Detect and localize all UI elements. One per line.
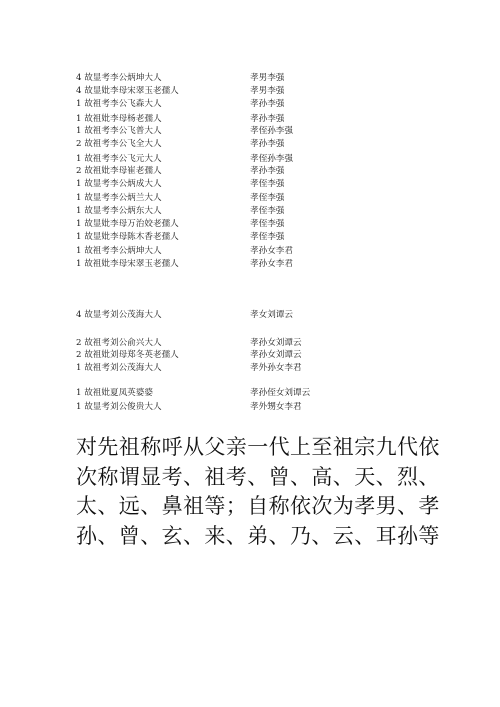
table-row (0, 153, 500, 165)
table-row (0, 125, 500, 137)
table-row (0, 349, 500, 361)
paragraph-line: 次称谓显考、祖考、曾、高、天、烈、 (76, 464, 440, 489)
descendant-name: 孝侄李强 (250, 193, 285, 203)
table-row (0, 138, 500, 150)
table-row (0, 178, 500, 190)
table-row (0, 245, 500, 257)
deceased-name: 1 故祖考李公飞普大人 (76, 126, 162, 136)
descendant-name: 孝侄李强 (250, 219, 285, 229)
explanation-paragraph (76, 433, 440, 551)
descendant-name: 孝孙女刘谭云 (250, 350, 302, 360)
paragraph-line: 孙、曾、玄、来、弟、乃、云、耳孙等 (76, 523, 440, 548)
deceased-name: 1 故显妣李母万治姣老孺人 (76, 219, 179, 229)
deceased-name: 1 故显考刘公俊贵大人 (76, 402, 162, 412)
descendant-name: 孝侄李强 (250, 179, 285, 189)
descendant-name: 孝女刘谭云 (250, 310, 293, 320)
table-row (0, 231, 500, 243)
descendant-name: 孝侄孙李强 (250, 126, 293, 136)
descendant-name: 孝外甥女李君 (250, 402, 302, 412)
descendant-name: 孝孙侄女刘谭云 (250, 388, 311, 398)
deceased-name: 1 故祖考刘公茂海大人 (76, 363, 162, 373)
table-row (0, 72, 500, 84)
descendant-name: 孝孙李强 (250, 139, 285, 149)
descendant-name: 孝侄李强 (250, 232, 285, 242)
deceased-name: 4 故显考刘公茂海大人 (76, 310, 162, 320)
deceased-name: 2 故祖考刘公俞兴大人 (76, 338, 162, 348)
deceased-name: 1 故显考李公炳成大人 (76, 179, 162, 189)
deceased-name: 1 故显考李公炳东大人 (76, 206, 162, 216)
paragraph-line: 对先祖称呼从父亲一代上至祖宗九代依 (76, 435, 440, 459)
table-row (0, 362, 500, 374)
deceased-name: 4 故显妣李母宋翠玉老孺人 (76, 86, 179, 96)
deceased-name: 2 故祖考李公飞全大人 (76, 139, 162, 149)
table-row (0, 98, 500, 110)
deceased-name: 1 故祖考李公飞元大人 (76, 154, 162, 164)
deceased-name: 1 故祖考李公炳坤大人 (76, 246, 162, 256)
table-row (0, 113, 500, 125)
table-row (0, 205, 500, 217)
descendant-name: 孝孙李强 (250, 166, 285, 176)
descendant-name: 孝外孙女李君 (250, 363, 302, 373)
descendant-name: 孝孙女李君 (250, 246, 293, 256)
table-row (0, 258, 500, 270)
deceased-name: 2 故祖妣刘母郑冬英老孺人 (76, 350, 179, 360)
deceased-name: 1 故祖妣李母宋翠玉老孺人 (76, 259, 179, 269)
descendant-name: 孝孙女李君 (250, 259, 293, 269)
descendant-name: 孝男李强 (250, 86, 285, 96)
deceased-name: 2 故祖妣李母崔老孺人 (76, 166, 162, 176)
deceased-name: 4 故显考李公炳坤大人 (76, 73, 162, 83)
table-row (0, 387, 500, 399)
descendant-name: 孝侄李强 (250, 206, 285, 216)
descendant-name: 孝侄孙李强 (250, 154, 293, 164)
deceased-name: 1 故显妣李母陈木香老孺人 (76, 232, 179, 242)
table-row (0, 309, 500, 321)
deceased-name: 1 故祖考李公飞森大人 (76, 99, 162, 109)
descendant-name: 孝孙李强 (250, 114, 285, 124)
deceased-name: 1 故祖妣夏凤英婆婆 (76, 388, 153, 398)
table-row (0, 85, 500, 97)
deceased-name: 1 故祖妣李母杨老孺人 (76, 114, 162, 124)
descendant-name: 孝男李强 (250, 73, 285, 83)
table-row (0, 165, 500, 177)
paragraph-line: 太、远、鼻祖等；自称依次为孝男、孝 (76, 494, 440, 518)
table-row (0, 401, 500, 413)
deceased-name: 1 故显考李公炳兰大人 (76, 193, 162, 203)
descendant-name: 孝孙李强 (250, 99, 285, 109)
table-row (0, 192, 500, 204)
descendant-name: 孝孙女刘谭云 (250, 338, 302, 348)
table-row (0, 218, 500, 230)
table-row (0, 337, 500, 349)
